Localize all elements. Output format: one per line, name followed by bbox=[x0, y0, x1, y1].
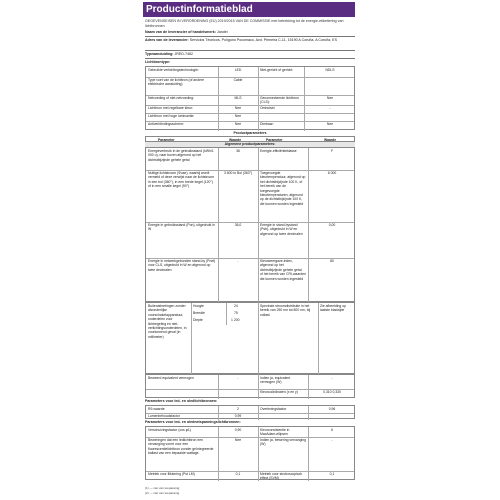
param-label: Beweringen dat een ledlichtbron een vervanging vormt voor een fluorescentielichtbron zonder geïntegreerde ballast van een bepaalde wattage. bbox=[148, 438, 214, 456]
column-divider bbox=[258, 406, 259, 420]
model-label: Typeaanduiding: bbox=[145, 52, 174, 56]
param-value: NDLS bbox=[325, 68, 335, 72]
param-value: 36,0 bbox=[234, 223, 242, 227]
column-divider bbox=[218, 67, 219, 131]
param-label: Metriek voor flikkering (Pst LM) bbox=[148, 472, 195, 476]
param-value: 2 bbox=[237, 407, 239, 411]
divider bbox=[318, 303, 319, 375]
param-value: LED bbox=[234, 68, 242, 72]
led-params-table bbox=[145, 405, 355, 419]
param-value: MLS bbox=[234, 96, 242, 100]
column-divider bbox=[218, 375, 219, 399]
type-table bbox=[145, 66, 355, 130]
depth-label: Diepte bbox=[193, 318, 203, 322]
divider bbox=[191, 303, 192, 375]
param-label: Netvoeding of niet-netvoeding: bbox=[148, 96, 194, 100]
param-value: - bbox=[237, 376, 239, 380]
general-params-table bbox=[145, 147, 355, 302]
param-value: 0,310 0,330 bbox=[323, 390, 341, 394]
param-label: Energieverbruik in de gebruiksstand (kWh/1 000 u), naar boven afgerond op het dichtstbijzijnde gehele getal bbox=[148, 149, 214, 162]
column-divider bbox=[258, 427, 259, 481]
column-divider bbox=[258, 375, 259, 399]
supplier-address-label: Adres van de leverancier: bbox=[145, 38, 189, 42]
divider bbox=[145, 58, 355, 59]
param-label: Energie in netwerkgebonden stand-by (Pnet) voor CLS, uitgedrukt in W en afgerond op twee decimalen bbox=[148, 259, 216, 272]
claims-table bbox=[145, 374, 355, 398]
footnote-1: (1) — niet van toepassing; bbox=[145, 486, 181, 490]
led-params-title: Parameters voor led- en oledlichtbronnen: bbox=[145, 399, 218, 403]
param-label: Indien ja, equivalent vermogen (W) bbox=[260, 376, 291, 385]
param-value: Cable bbox=[233, 78, 243, 82]
param-label: Beweerd equivalent vermogen bbox=[148, 376, 194, 380]
param-label: Energie in stand-bystand (Psb), uitgedrukt in W en afgerond op twee decimalen bbox=[260, 223, 303, 236]
param-label: R9-waarde bbox=[148, 407, 165, 411]
param-label: Toegevoegde kleurtemperatuur, afgerond op het dichtstbijzijnde 100 K, of het bereik van de toegevoegde kleurtemperaturen, afgerond op de dichtstbijzijnde 100 K, die kunnen worden ingesteld bbox=[260, 171, 306, 206]
header-parameter-1: Parameter bbox=[158, 137, 175, 142]
supplier-name-label: Naam van de leverancier of handelsmerk: bbox=[145, 30, 216, 34]
param-label: Gebruikte verlichtingstechnologie: bbox=[148, 68, 199, 72]
param-label: Verschuivingsfactor (cos φ1) bbox=[148, 428, 191, 432]
param-label: Lichtbron met hoge luminantie: bbox=[148, 114, 195, 118]
divider bbox=[145, 36, 355, 37]
param-value: - bbox=[329, 106, 331, 110]
footnote-2: (2) — niet van toepassing. bbox=[145, 491, 181, 495]
param-value: 0,00 bbox=[328, 223, 336, 227]
model-line bbox=[145, 52, 193, 57]
column-divider bbox=[258, 148, 259, 303]
param-label: Geconnecteerde lichtbron (CLS): bbox=[260, 96, 299, 105]
param-value: 3 600 in Bol (360°) bbox=[223, 171, 253, 175]
model-value: JRED-7462 bbox=[174, 52, 194, 56]
param-label: Lumenbehoudsfactor bbox=[148, 414, 180, 418]
param-label: Indien ja, bewering vervanging (W) bbox=[260, 438, 306, 447]
param-value: Nee bbox=[234, 114, 242, 118]
param-value: Nee bbox=[326, 122, 334, 126]
column-divider bbox=[218, 406, 219, 420]
param-value: - bbox=[331, 376, 333, 380]
param-label: Kleurcoördinaten (x en y) bbox=[260, 390, 298, 394]
param-value: 80 bbox=[330, 259, 334, 263]
param-value: 0,1 bbox=[329, 472, 335, 476]
spectral-distribution-value: Zie afbeelding op laatste bladzijde bbox=[320, 304, 347, 313]
param-value: Nee bbox=[234, 122, 242, 126]
title-banner bbox=[143, 2, 355, 17]
param-label: Kleurconsistentie in MacAdam-ellipsen bbox=[260, 428, 290, 437]
width-value: 75 bbox=[234, 311, 238, 315]
lightsource-type-title: Lichtbrontype: bbox=[145, 60, 171, 64]
param-label: Kleurweergave-index, afgerond op het dichtstbijzijnde gehele getal, of het bereik van CRI-waarden die kunnen worden ingesteld bbox=[260, 259, 306, 281]
supplier-address-value: Servicios Técnicos, Polígono Pocomaco, Avd. Primeira C-11, 15190 A Coruña, A Coruña, ES bbox=[189, 38, 337, 42]
supplier-name-value: Jandei bbox=[216, 30, 228, 34]
param-value: 0,90 bbox=[234, 428, 242, 432]
column-divider bbox=[258, 67, 259, 131]
param-value: Nee bbox=[326, 96, 334, 100]
param-value: 0,99 bbox=[234, 414, 242, 418]
column-divider bbox=[218, 427, 219, 481]
param-label: Antiverblindingsscherm: bbox=[148, 122, 184, 126]
param-label: Type voet van de lichtbron (of andere elektrische aansluiting) bbox=[148, 78, 204, 87]
mains-params-title: Parameters voor led- en olednetspanningslichtbronnen: bbox=[145, 420, 241, 424]
param-label: Energie-efficiëntieklasse bbox=[260, 149, 297, 153]
param-value: - bbox=[331, 438, 333, 442]
column-divider bbox=[218, 148, 219, 303]
column-divider bbox=[308, 148, 309, 303]
param-value: 6 bbox=[331, 428, 333, 432]
header-parameter-2: Parameter bbox=[266, 137, 283, 142]
product-params-title: Productparameters bbox=[233, 131, 267, 135]
width-label: Breedte bbox=[193, 311, 205, 315]
param-label: Energie in gebruiksstand (Pon), uitgedrukt in W bbox=[148, 223, 215, 232]
param-value: 0,96 bbox=[328, 407, 336, 411]
regulation-intro: GEGEVENSEISEN IN VERORDENING (EU) 2019/2015 VAN DE COMMISSIE met betrekking tot de energie-etikettering van lichtbronnen bbox=[145, 19, 344, 28]
height-value: 24 bbox=[234, 304, 238, 308]
param-label: Omhulsel: bbox=[260, 106, 276, 110]
param-value: 0,1 bbox=[235, 472, 241, 476]
param-value: - bbox=[237, 259, 239, 263]
depth-value: 1 200 bbox=[231, 318, 240, 322]
param-label: Dimbaar: bbox=[260, 122, 274, 126]
dimensions-table bbox=[145, 302, 355, 374]
supplier-name-line bbox=[145, 30, 228, 35]
param-value: Nee bbox=[234, 106, 242, 110]
mains-params-table bbox=[145, 426, 355, 480]
supplier-address-line bbox=[145, 38, 355, 43]
header-value-2: Waarde bbox=[324, 137, 337, 142]
header-value-1: Waarde bbox=[229, 137, 242, 142]
divider bbox=[145, 50, 355, 51]
column-divider bbox=[308, 375, 309, 399]
param-label: Niet-gericht of gericht: bbox=[260, 68, 294, 72]
column-divider bbox=[308, 427, 309, 481]
param-value: 6 000 bbox=[327, 171, 337, 175]
page-title: Productinformatieblad bbox=[146, 4, 253, 15]
column-divider bbox=[308, 406, 309, 420]
param-value: F bbox=[330, 149, 334, 153]
dimensions-label: Buitenafmetingen zonder afzonderlijke voorschakelapparatuur, onderdelen voor lichtregeling en niet-verlichtingsonderdelen, in voorkomend geval (in millimeter) bbox=[148, 304, 187, 339]
param-label: Metriek voor stroboscopisch effect (SVM) bbox=[260, 472, 303, 481]
param-label: Lichtbron met regelbare kleur: bbox=[148, 106, 194, 110]
param-value: 36 bbox=[236, 149, 240, 153]
param-value: Nee bbox=[234, 438, 242, 442]
param-label: Nuttige lichtstroom (Φuse), waarbij wordt vermeld of deze verwijst naar de lichtstroom in een bol (360°), in een brede kegel (120°) of in een smalle kegel (90°) bbox=[148, 171, 215, 189]
divider bbox=[258, 303, 259, 375]
height-label: Hoogte bbox=[193, 304, 204, 308]
spectral-distribution-label: Spectrale stroomdistributie in het bereik van 250 nm tot 800 nm, bij vollast bbox=[260, 304, 311, 317]
param-label: Overlevingsfactor bbox=[260, 407, 287, 411]
column-divider bbox=[304, 67, 305, 131]
general-params-title: Algemene productparameters: bbox=[145, 142, 355, 147]
divider bbox=[226, 303, 227, 325]
